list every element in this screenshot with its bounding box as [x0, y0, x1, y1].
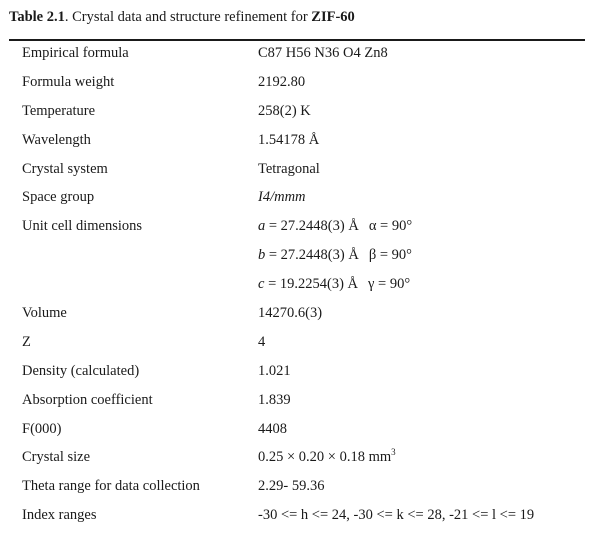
table-row-empirical-formula: [0, 40, 600, 69]
row-value: [258, 449, 396, 466]
row-label: Volume: [22, 305, 67, 322]
table-row-crystal-size: [0, 444, 600, 473]
cell-length: = 27.2448(3) Å: [268, 247, 359, 264]
cell-length: = 27.2448(3) Å: [268, 218, 359, 235]
row-value: I4/mmm: [258, 189, 306, 206]
row-value: C87 H56 N36 O4 Zn8: [258, 45, 388, 61]
cell-axis: c: [258, 276, 265, 293]
caption-label: Table 2.1: [9, 9, 65, 25]
table-row-theta-range: [0, 473, 600, 502]
cell-angle: γ = 90°: [368, 276, 411, 293]
row-value: -30 <= h <= 24, -30 <= k <= 28, -21 <= l <= 19: [258, 507, 535, 524]
table-row-unit-cell-b: [0, 242, 600, 271]
cell-length: = 19.2254(3) Å: [268, 276, 358, 293]
crystal-size-text: 0.25 × 0.20 × 0.18 mm: [258, 449, 392, 466]
row-value: 4408: [258, 420, 287, 437]
row-value: [258, 218, 412, 235]
row-label: Unit cell dimensions: [22, 218, 143, 235]
row-label: Space group: [22, 189, 95, 206]
row-value: Tetragonal: [258, 160, 320, 177]
table-row-crystal-system: [0, 156, 600, 185]
row-label: Density (calculated): [22, 362, 140, 379]
row-value: [258, 247, 412, 264]
row-label: Theta range for data collection: [22, 478, 200, 495]
cell-axis: b: [258, 247, 266, 264]
row-label: Index ranges: [22, 507, 97, 524]
table-row-wavelength: [0, 127, 600, 156]
row-value: [258, 276, 410, 293]
table-row-unit-cell-a: [0, 213, 600, 242]
cell-angle: β = 90°: [368, 247, 412, 264]
caption-text: . Crystal data and structure refinement for: [64, 9, 312, 25]
unit-exponent: 3: [391, 447, 396, 458]
cell-angle: α = 90°: [368, 218, 413, 235]
row-label: Formula weight: [22, 73, 115, 90]
row-label: Crystal system: [22, 160, 108, 177]
row-label: Absorption coefficient: [22, 391, 153, 408]
row-label: F(000): [22, 420, 62, 437]
table-row-index-ranges: [0, 502, 600, 531]
table-row-f000: [0, 416, 600, 445]
table-row-formula-weight: [0, 69, 600, 98]
cell-axis: a: [258, 218, 266, 235]
row-value: 1.54178 Å: [258, 131, 320, 148]
row-label: Z: [22, 333, 31, 350]
row-value: 2192.80: [258, 73, 306, 90]
row-label: Crystal size: [22, 449, 91, 466]
row-label: Empirical formula: [22, 45, 129, 61]
row-value: 1.839: [258, 391, 291, 408]
table-row-density: [0, 358, 600, 387]
row-value: 2.29- 59.36: [258, 478, 325, 495]
crystal-data-table: [0, 40, 600, 531]
row-value: 1.021: [258, 362, 291, 379]
table-row-z: [0, 329, 600, 358]
table-row-volume: [0, 300, 600, 329]
table-row-temperature: [0, 98, 600, 127]
row-value: 4: [258, 333, 266, 350]
row-value: 258(2) K: [258, 102, 311, 119]
table-caption: [9, 9, 355, 26]
row-value: 14270.6(3): [258, 305, 323, 322]
table-row-space-group: [0, 184, 600, 213]
row-label: Temperature: [22, 102, 96, 119]
row-label: Wavelength: [22, 131, 91, 148]
caption-compound: ZIF-60: [311, 9, 355, 25]
table-row-unit-cell-c: [0, 271, 600, 300]
table-row-absorption-coefficient: [0, 387, 600, 416]
